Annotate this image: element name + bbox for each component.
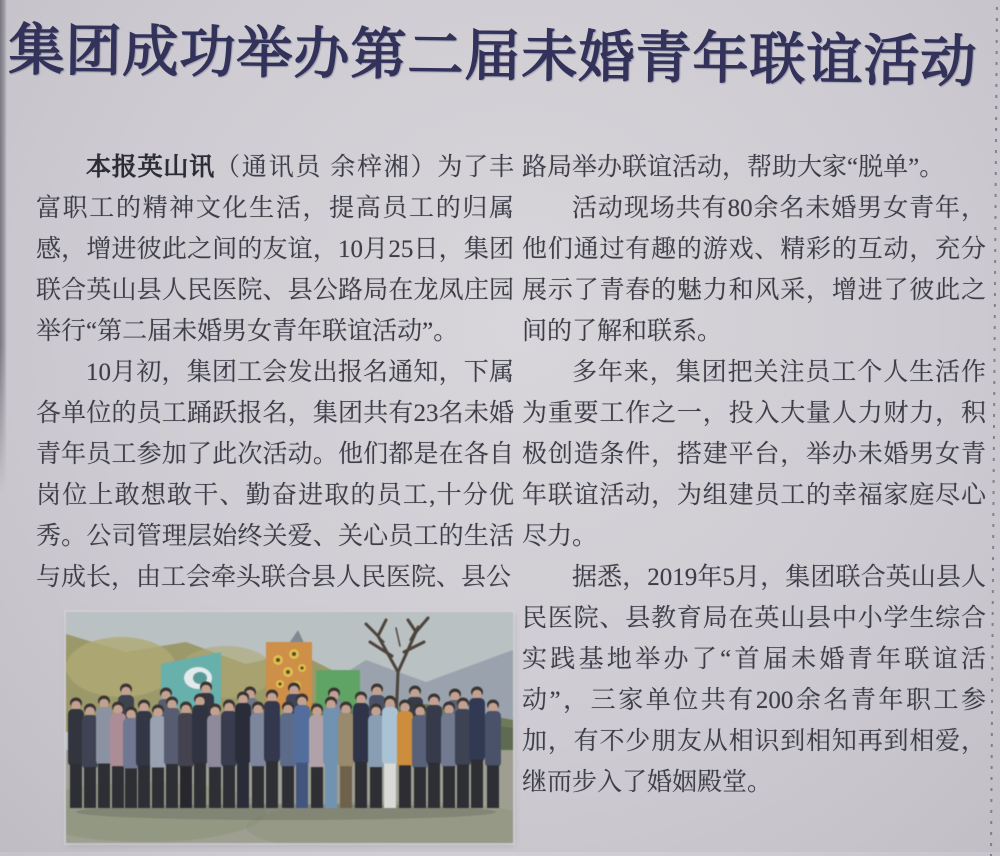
paragraph-3: 活动现场共有80余名未婚男女青年，他们通过有趣的游戏、精彩的互动，充分展示了青春的魅力和风采，增进了彼此之间的了解和联系。 — [522, 195, 986, 345]
group-photo — [66, 612, 513, 843]
byline: （通讯员 余梓湘） — [214, 154, 438, 181]
article-title: 集团成功举办第二届未婚青年联谊活动 — [8, 20, 978, 94]
dateline-lead-in: 本报英山讯 — [86, 154, 215, 181]
paragraph-5: 据悉，2019年5月，集团联合英山县人民医院、县教育局在英山县中小学生综合实践基地举办了“首届未婚青年联谊活动”，三家单位共有200余名青年职工参加，有不少朋友从相识到相知再到相爱，继而步入了婚姻殿堂。 — [522, 564, 986, 796]
paragraph-2-left: 10月初，集团工会发出报名通知，下属各单位的员工踊跃报名，集团共有23名未婚青年员工参加了此次活动。他们都是在各自岗位上敢想敢干、勤奋进取的员工,十分优秀。公司管理层始终关爱、关心员工的生活与成长，由工会牵头联合县人民医院、县公 — [36, 359, 514, 591]
left-column — [36, 147, 514, 598]
group-photo-illustration — [66, 612, 513, 843]
paragraph-1-text: 为了丰富职工的精神文化生活，提高员工的归属感，增进彼此之间的友谊，10月25日，集团联合英山县人民医院、县公路局在龙凤庄园举行“第二届未婚男女青年联谊活动”。 — [36, 154, 514, 345]
right-column — [522, 147, 986, 803]
paragraph-4: 多年来，集团把关注员工个人生活作为重要工作之一，投入大量人力财力，积极创造条件，搭建平台，举办未婚男女青年联谊活动，为组建员工的幸福家庭尽心尽力。 — [522, 359, 986, 550]
paragraph-1 — [36, 147, 514, 352]
paragraph-2-continued: 路局举办联谊活动，帮助大家“脱单”。 — [522, 154, 945, 181]
page-dotted-fold-line — [990, 0, 998, 856]
